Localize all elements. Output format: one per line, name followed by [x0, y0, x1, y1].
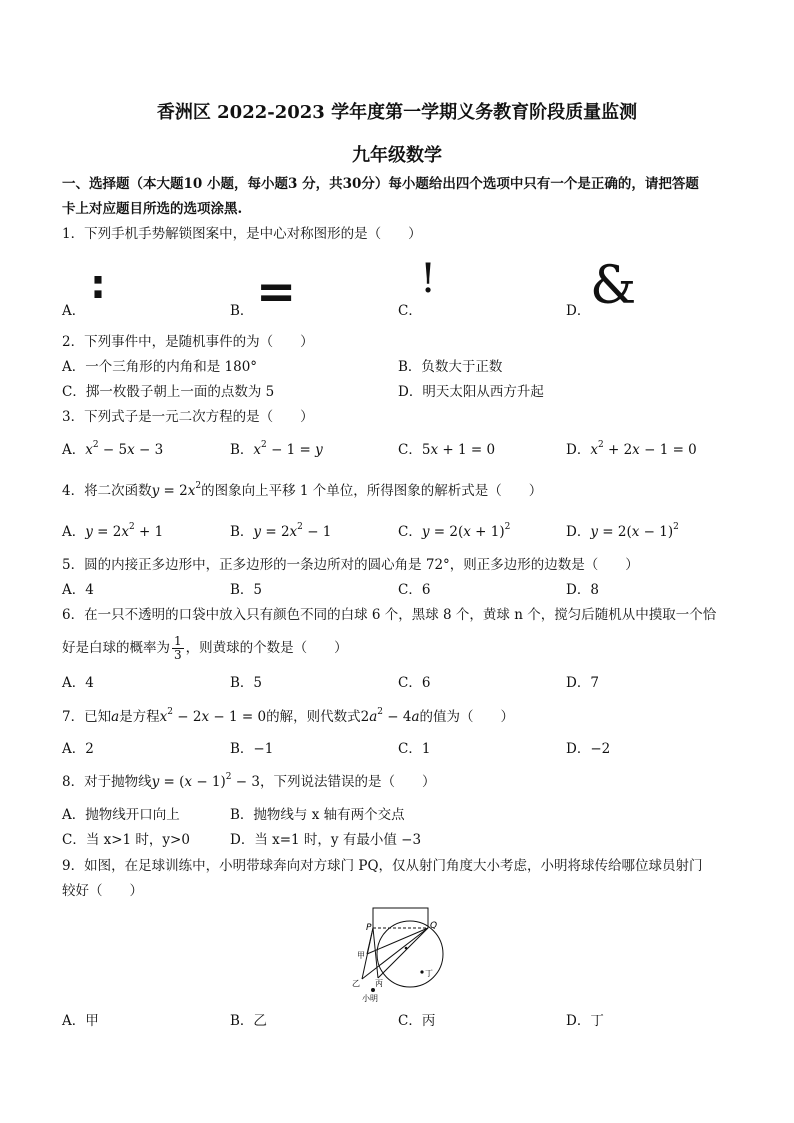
- q6-stem-line2: 好是白球的概率为 $\frac{1}{3}$ ，则黄球的个数是（ ）: [62, 634, 348, 662]
- q3-option-b: B．$x^2 - 1 = y$: [230, 440, 323, 458]
- q9-option-c: C．丙: [398, 1013, 436, 1029]
- q4-option-c: C．$y = 2(x + 1)^2$: [398, 522, 511, 540]
- q2-option-b: B．负数大于正数: [398, 359, 503, 375]
- q3-option-d: D．$x^2 + 2x - 1 = 0$: [566, 440, 697, 458]
- q2-stem: 2．下列事件中，是随机事件的为（ ）: [62, 334, 314, 350]
- goal-frame: [373, 908, 428, 928]
- q5-option-d: D．8: [566, 582, 599, 598]
- q1-option-b-label: B．: [230, 303, 254, 319]
- q6-fraction: $\frac{1}{3}$: [174, 634, 182, 662]
- q2-option-a: A．一个三角形的内角和是 180°: [62, 359, 258, 375]
- q9-option-b: B．乙: [230, 1013, 267, 1029]
- q3-stem: 3．下列式子是一元二次方程的是（ ）: [62, 409, 314, 425]
- center-dot: [405, 947, 408, 950]
- q1-pattern-b: =: [256, 264, 297, 320]
- label-jia: 甲: [357, 951, 365, 960]
- xiaoming-dot: [371, 988, 375, 992]
- line-q-yi: [362, 928, 428, 979]
- q6-option-a: A．4: [62, 675, 94, 691]
- q5-stem: 5．圆的内接正多边形中，正多边形的一条边所对的圆心角是 72°，则正多边形的边数是（ ）: [62, 557, 639, 573]
- q5-option-b: B．5: [230, 582, 263, 598]
- label-q: Q: [430, 921, 438, 931]
- q6-option-c: C．6: [398, 675, 431, 691]
- q6-option-d: D．7: [566, 675, 599, 691]
- q1-option-d-label: D．: [566, 303, 591, 319]
- q4-option-d: D．$y = 2(x - 1)^2$: [566, 522, 679, 540]
- line-q-jia: [367, 928, 428, 954]
- q8-option-a: A．抛物线开口向上: [62, 807, 180, 823]
- q9-option-a: A．甲: [62, 1013, 99, 1029]
- q4-stem: 4．将二次函数$y = 2x^2$的图象向上平移 1 个单位，所得图象的解析式是（ ）: [62, 481, 543, 499]
- q8-stem: 8．对于抛物线$y = (x - 1)^2 - 3$，下列说法错误的是（ ）: [62, 772, 436, 790]
- q3-option-c: C．5x + 1 = 0: [398, 442, 496, 458]
- q5-option-a: A．4: [62, 582, 94, 598]
- q8-option-d: D．当 x=1 时，y 有最小值 −3: [230, 832, 422, 848]
- label-p: P: [366, 923, 372, 933]
- q7-stem: 7．已知a是方程$x^2 - 2x - 1 = 0$的解，则代数式$2a^2 - 4a$的值为（ ）: [62, 707, 515, 725]
- label-ding: 丁: [425, 969, 433, 978]
- q7-option-d: D．−2: [566, 741, 611, 757]
- label-bing: 丙: [375, 979, 383, 988]
- q8-option-c: C．当 x>1 时，y>0: [62, 832, 190, 848]
- q5-option-c: C．6: [398, 582, 431, 598]
- line-q-bing: [378, 928, 428, 978]
- q6-option-b: B．5: [230, 675, 263, 691]
- q8-option-b: B．抛物线与 x 轴有两个交点: [230, 807, 405, 823]
- q4-option-a: A．$y = 2x^2 + 1$: [62, 522, 164, 540]
- q1-pattern-a: :: [90, 262, 106, 308]
- q9-figure: [340, 902, 460, 1008]
- q9-stem-line2: 较好（ ）: [62, 883, 143, 899]
- section-heading-line1: 一、选择题（本大题10 小题，每小题3 分，共30分）每小题给出四个选项中只有一个是正确的，请把答题: [62, 176, 699, 192]
- q4-option-b: B．$y = 2x^2 - 1$: [230, 522, 332, 540]
- q7-option-c: C．1: [398, 741, 431, 757]
- page-title: 香洲区 2022-2023 学年度第一学期义务教育阶段质量监测: [156, 102, 638, 123]
- label-yi: 乙: [352, 979, 360, 988]
- q1-option-a-label: A．: [62, 303, 86, 319]
- section-heading-line2: 卡上对应题目所选的选项涂黑.: [62, 201, 243, 217]
- q1-pattern-d: &: [590, 256, 637, 316]
- q1-stem: 1．下列手机手势解锁图案中，是中心对称图形的是（ ）: [62, 226, 422, 242]
- q3-option-a: A．$x^2 - 5x - 3$: [62, 440, 164, 458]
- q1-pattern-c: !: [420, 256, 437, 302]
- q1-option-c-label: C．: [398, 303, 422, 319]
- q7-option-b: B．−1: [230, 741, 274, 757]
- q7-option-a: A．2: [62, 741, 94, 757]
- label-xiaoming: 小明: [362, 994, 378, 1003]
- q9-stem-line1: 9．如图，在足球训练中，小明带球奔向对方球门 PQ，仅从射门角度大小考虑，小明将球传给哪位球员射门: [62, 858, 703, 874]
- q2-option-c: C．掷一枚骰子朝上一面的点数为 5: [62, 384, 275, 400]
- q6-stem-line1: 6．在一只不透明的口袋中放入只有颜色不同的白球 6 个，黑球 8 个，黄球 n 个，搅匀后随机从中摸取一个恰: [62, 607, 717, 623]
- q2-option-d: D．明天太阳从西方升起: [398, 384, 544, 400]
- ding-dot: [420, 970, 423, 973]
- page-subtitle: 九年级数学: [352, 145, 442, 166]
- q9-option-d: D．丁: [566, 1013, 604, 1029]
